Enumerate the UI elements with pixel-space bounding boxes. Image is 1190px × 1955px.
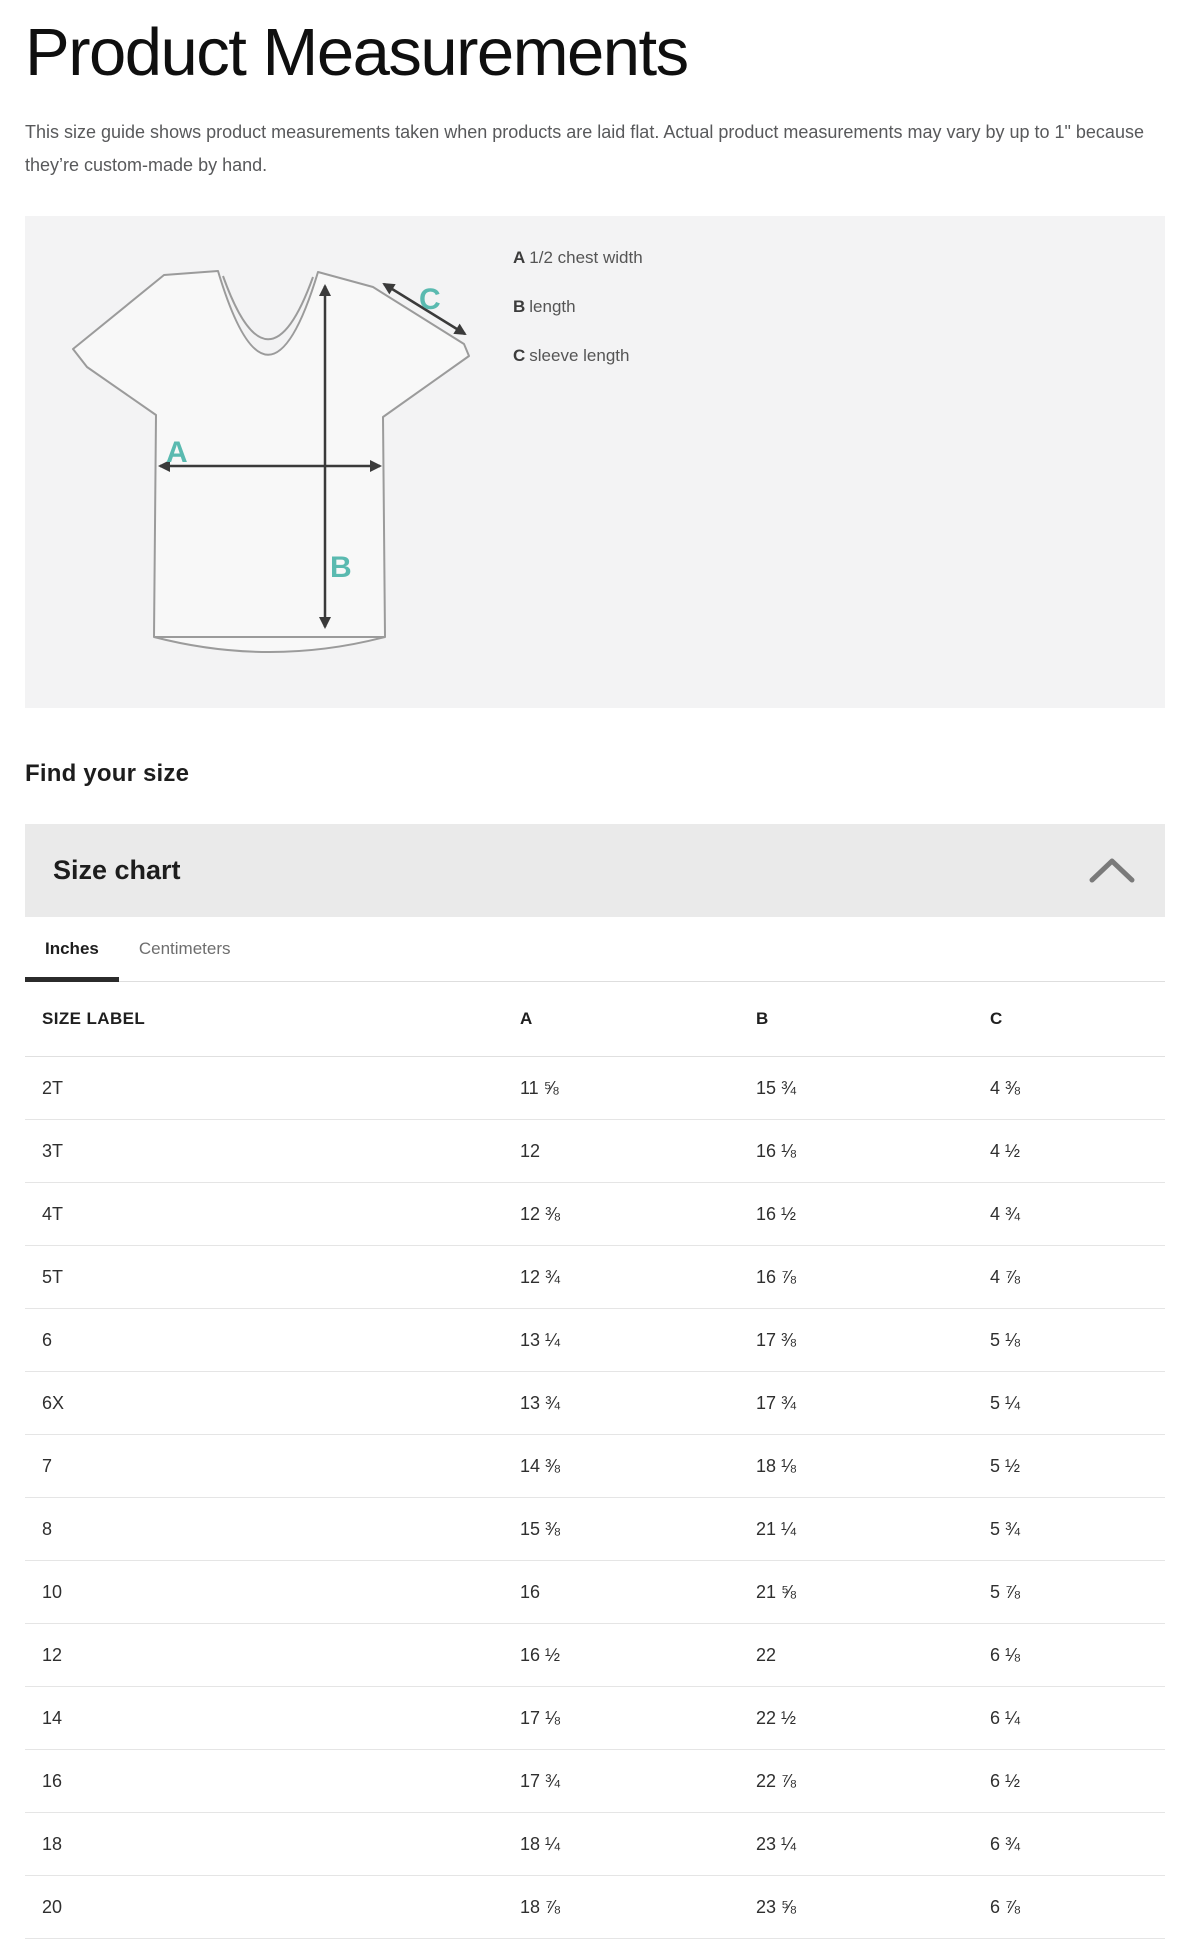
marker-b: B xyxy=(330,550,352,584)
measurement-cell: 5 ⅞ xyxy=(990,1561,1165,1624)
measurement-cell: 18 ¼ xyxy=(520,1813,756,1876)
table-row xyxy=(25,1687,1165,1750)
legend-label: 1/2 chest width xyxy=(529,247,643,267)
page-title: Product Measurements xyxy=(25,15,688,90)
chevron-up-icon[interactable] xyxy=(1089,857,1135,883)
size-table xyxy=(25,982,1165,1940)
measurement-cell: 6 ¾ xyxy=(990,1813,1165,1876)
measurement-cell: 12 ⅜ xyxy=(520,1183,756,1246)
size-label-cell: 14 xyxy=(25,1687,520,1750)
table-row xyxy=(25,1372,1165,1435)
measurement-cell: 22 ½ xyxy=(756,1687,990,1750)
measurement-cell: 17 ¾ xyxy=(756,1372,990,1435)
table-row xyxy=(25,1309,1165,1372)
legend-key: A xyxy=(513,247,526,267)
measurement-cell: 17 ¾ xyxy=(520,1750,756,1813)
legend-key: B xyxy=(513,296,526,316)
table-row xyxy=(25,1057,1165,1120)
measurement-cell: 14 ⅜ xyxy=(520,1435,756,1498)
table-row xyxy=(25,1750,1165,1813)
measurement-cell: 16 ½ xyxy=(520,1624,756,1687)
table-row xyxy=(25,1120,1165,1183)
measurement-cell: 4 ¾ xyxy=(990,1183,1165,1246)
measurement-cell: 16 ½ xyxy=(756,1183,990,1246)
size-label-cell: 4T xyxy=(25,1183,520,1246)
page-description: This size guide shows product measurements taken when products are laid flat. Actual product measurements may vary by up to 1" because they’re custom-made by hand. xyxy=(25,121,1144,175)
column-header-c: C xyxy=(990,982,1165,1057)
size-label-cell: 3T xyxy=(25,1120,520,1183)
size-label-cell: 12 xyxy=(25,1624,520,1687)
table-row xyxy=(25,1246,1165,1309)
measurement-cell: 18 ⅞ xyxy=(520,1876,756,1939)
measurement-cell: 21 ¼ xyxy=(756,1498,990,1561)
measurement-cell: 4 ⅞ xyxy=(990,1246,1165,1309)
measurement-cell: 12 ¾ xyxy=(520,1246,756,1309)
measurement-cell: 12 xyxy=(520,1120,756,1183)
measurement-cell: 5 ⅛ xyxy=(990,1309,1165,1372)
legend-label: sleeve length xyxy=(529,345,630,365)
table-header-row xyxy=(25,982,1165,1057)
marker-c: C xyxy=(419,282,441,316)
legend-key: C xyxy=(513,345,526,365)
measurement-cell: 5 ¾ xyxy=(990,1498,1165,1561)
size-chart-title: Size chart xyxy=(53,854,181,885)
measurement-cell: 5 ½ xyxy=(990,1435,1165,1498)
size-label-cell: 18 xyxy=(25,1813,520,1876)
table-row xyxy=(25,1624,1165,1687)
tab-centimeters[interactable]: Centimeters xyxy=(138,938,231,958)
column-header-a: A xyxy=(520,982,756,1057)
table-row xyxy=(25,1876,1165,1939)
measurement-cell: 11 ⅝ xyxy=(520,1057,756,1120)
tab-inches[interactable]: Inches xyxy=(25,917,119,981)
measurement-diagram xyxy=(25,216,1165,708)
measurement-cell: 17 ⅛ xyxy=(520,1687,756,1750)
measurement-cell: 16 ⅛ xyxy=(756,1120,990,1183)
measurement-cell: 6 ½ xyxy=(990,1750,1165,1813)
size-label-cell: 20 xyxy=(25,1876,520,1939)
size-label-cell: 8 xyxy=(25,1498,520,1561)
table-row xyxy=(25,1498,1165,1561)
column-header-size-label: SIZE LABEL xyxy=(25,982,520,1057)
measurement-cell: 17 ⅜ xyxy=(756,1309,990,1372)
measurement-cell: 15 ⅜ xyxy=(520,1498,756,1561)
size-label-cell: 7 xyxy=(25,1435,520,1498)
tshirt-diagram-illustration xyxy=(60,250,510,690)
diagram-legend xyxy=(513,249,643,396)
measurement-cell: 23 ¼ xyxy=(756,1813,990,1876)
size-label-cell: 6 xyxy=(25,1309,520,1372)
column-header-b: B xyxy=(756,982,990,1057)
table-row xyxy=(25,1813,1165,1876)
legend-item-a xyxy=(513,249,643,267)
table-row xyxy=(25,1561,1165,1624)
measurement-cell: 22 xyxy=(756,1624,990,1687)
measurement-cell: 13 ¾ xyxy=(520,1372,756,1435)
table-row xyxy=(25,1183,1165,1246)
measurement-cell: 18 ⅛ xyxy=(756,1435,990,1498)
measurement-cell: 21 ⅝ xyxy=(756,1561,990,1624)
measurement-cell: 6 ⅞ xyxy=(990,1876,1165,1939)
size-guide-page xyxy=(0,16,1190,1939)
measurement-cell: 6 ⅛ xyxy=(990,1624,1165,1687)
legend-item-c xyxy=(513,347,643,365)
measurement-cell: 5 ¼ xyxy=(990,1372,1165,1435)
size-label-cell: 6X xyxy=(25,1372,520,1435)
measurement-cell: 23 ⅝ xyxy=(756,1876,990,1939)
measurement-cell: 13 ¼ xyxy=(520,1309,756,1372)
measurement-cell: 22 ⅞ xyxy=(756,1750,990,1813)
unit-tabs xyxy=(25,917,1165,982)
measurement-cell: 16 ⅞ xyxy=(756,1246,990,1309)
legend-label: length xyxy=(529,296,576,316)
marker-a: A xyxy=(166,435,188,469)
size-label-cell: 2T xyxy=(25,1057,520,1120)
size-chart-toggle[interactable] xyxy=(25,824,1165,917)
find-your-size-heading: Find your size xyxy=(25,759,190,787)
measurement-cell: 16 xyxy=(520,1561,756,1624)
table-row xyxy=(25,1435,1165,1498)
measurement-cell: 15 ¾ xyxy=(756,1057,990,1120)
size-label-cell: 10 xyxy=(25,1561,520,1624)
measurement-cell: 6 ¼ xyxy=(990,1687,1165,1750)
size-label-cell: 5T xyxy=(25,1246,520,1309)
measurement-cell: 4 ½ xyxy=(990,1120,1165,1183)
measurement-cell: 4 ⅜ xyxy=(990,1057,1165,1120)
size-label-cell: 16 xyxy=(25,1750,520,1813)
legend-item-b xyxy=(513,298,643,316)
